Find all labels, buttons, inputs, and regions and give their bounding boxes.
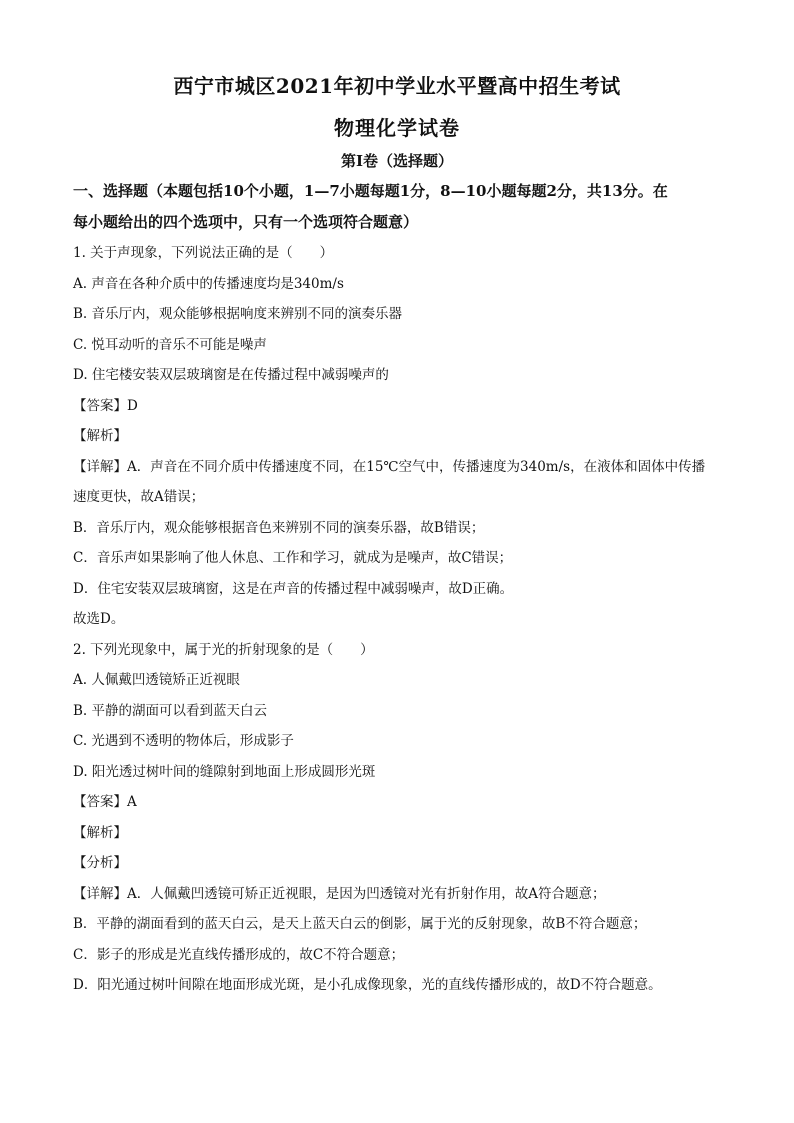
- q1-detail-line: 速度更快，故A错误；: [73, 489, 205, 505]
- q2-stem: 2. 下列光现象中，属于光的折射现象的是（ ）: [73, 641, 374, 658]
- q2-option-d: D. 阳光透过树叶间的缝隙射到地面上形成圆形光斑: [73, 763, 376, 780]
- exam-subject: 物理化学试卷: [334, 116, 460, 140]
- exam-title: 西宁市城区2021年初中学业水平暨高中招生考试: [173, 74, 621, 98]
- q1-option-c: C. 悦耳动听的音乐不可能是噪声: [73, 336, 267, 353]
- q1-detail-line: D．住宅安装双层玻璃窗，这是在声音的传播过程中减弱噪声，故D正确。: [73, 580, 514, 597]
- q2-fenxi-label: 【分析】: [73, 855, 127, 871]
- q2-option-a: A. 人佩戴凹透镜矫正近视眼: [73, 672, 240, 688]
- q1-detail-line: 【详解】A．声音在不同介质中传播速度不同，在15℃空气中，传播速度为340m/s，在液体和固体中传播: [73, 458, 706, 475]
- q1-detail-line: B．音乐厅内，观众能够根据音色来辨别不同的演奏乐器，故B错误；: [73, 519, 485, 536]
- q1-stem: 1. 关于声现象，下列说法正确的是（ ）: [73, 245, 334, 261]
- q2-detail-line: B．平静的湖面看到的蓝天白云，是天上蓝天白云的倒影，属于光的反射现象，故B不符合题意；: [73, 916, 647, 932]
- q1-conclusion: 故选D。: [73, 611, 125, 627]
- q2-analysis-label: 【解析】: [73, 824, 127, 841]
- section-heading-line-1: 一、选择题（本题包括10个小题，1—7小题每题1分，8—10小题每题2分，共13分。在: [73, 182, 668, 200]
- q2-option-c: C. 光遇到不透明的物体后，形成影子: [73, 733, 294, 749]
- q1-option-a: A. 声音在各种介质中的传播速度均是340m/s: [73, 275, 344, 292]
- q1-option-d: D. 住宅楼安装双层玻璃窗是在传播过程中减弱噪声的: [73, 367, 389, 383]
- part-heading: 第Ⅰ卷（选择题）: [340, 152, 454, 170]
- q2-detail-line: 【详解】A．人佩戴凹透镜可矫正近视眼，是因为凹透镜对光有折射作用，故A符合题意；: [73, 885, 606, 902]
- q1-answer: 【答案】D: [73, 397, 138, 414]
- section-heading-line-2: 每小题给出的四个选项中，只有一个选项符合题意）: [73, 213, 419, 231]
- q1-detail-line: C．音乐声如果影响了他人休息、工作和学习，就成为是噪声，故C错误；: [73, 550, 513, 566]
- exam-content: [73, 176, 723, 1001]
- q1-analysis-label: 【解析】: [73, 428, 127, 444]
- q2-answer: 【答案】A: [73, 794, 137, 810]
- q2-option-b: B. 平静的湖面可以看到蓝天白云: [73, 702, 268, 719]
- q1-option-b: B. 音乐厅内，观众能够根据响度来辨别不同的演奏乐器: [73, 306, 403, 322]
- q2-detail-line: C．影子的形成是光直线传播形成的，故C不符合题意；: [73, 946, 405, 963]
- q2-detail-line: D．阳光通过树叶间隙在地面形成光斑，是小孔成像现象，光的直线传播形成的，故D不符合题意。: [73, 977, 662, 993]
